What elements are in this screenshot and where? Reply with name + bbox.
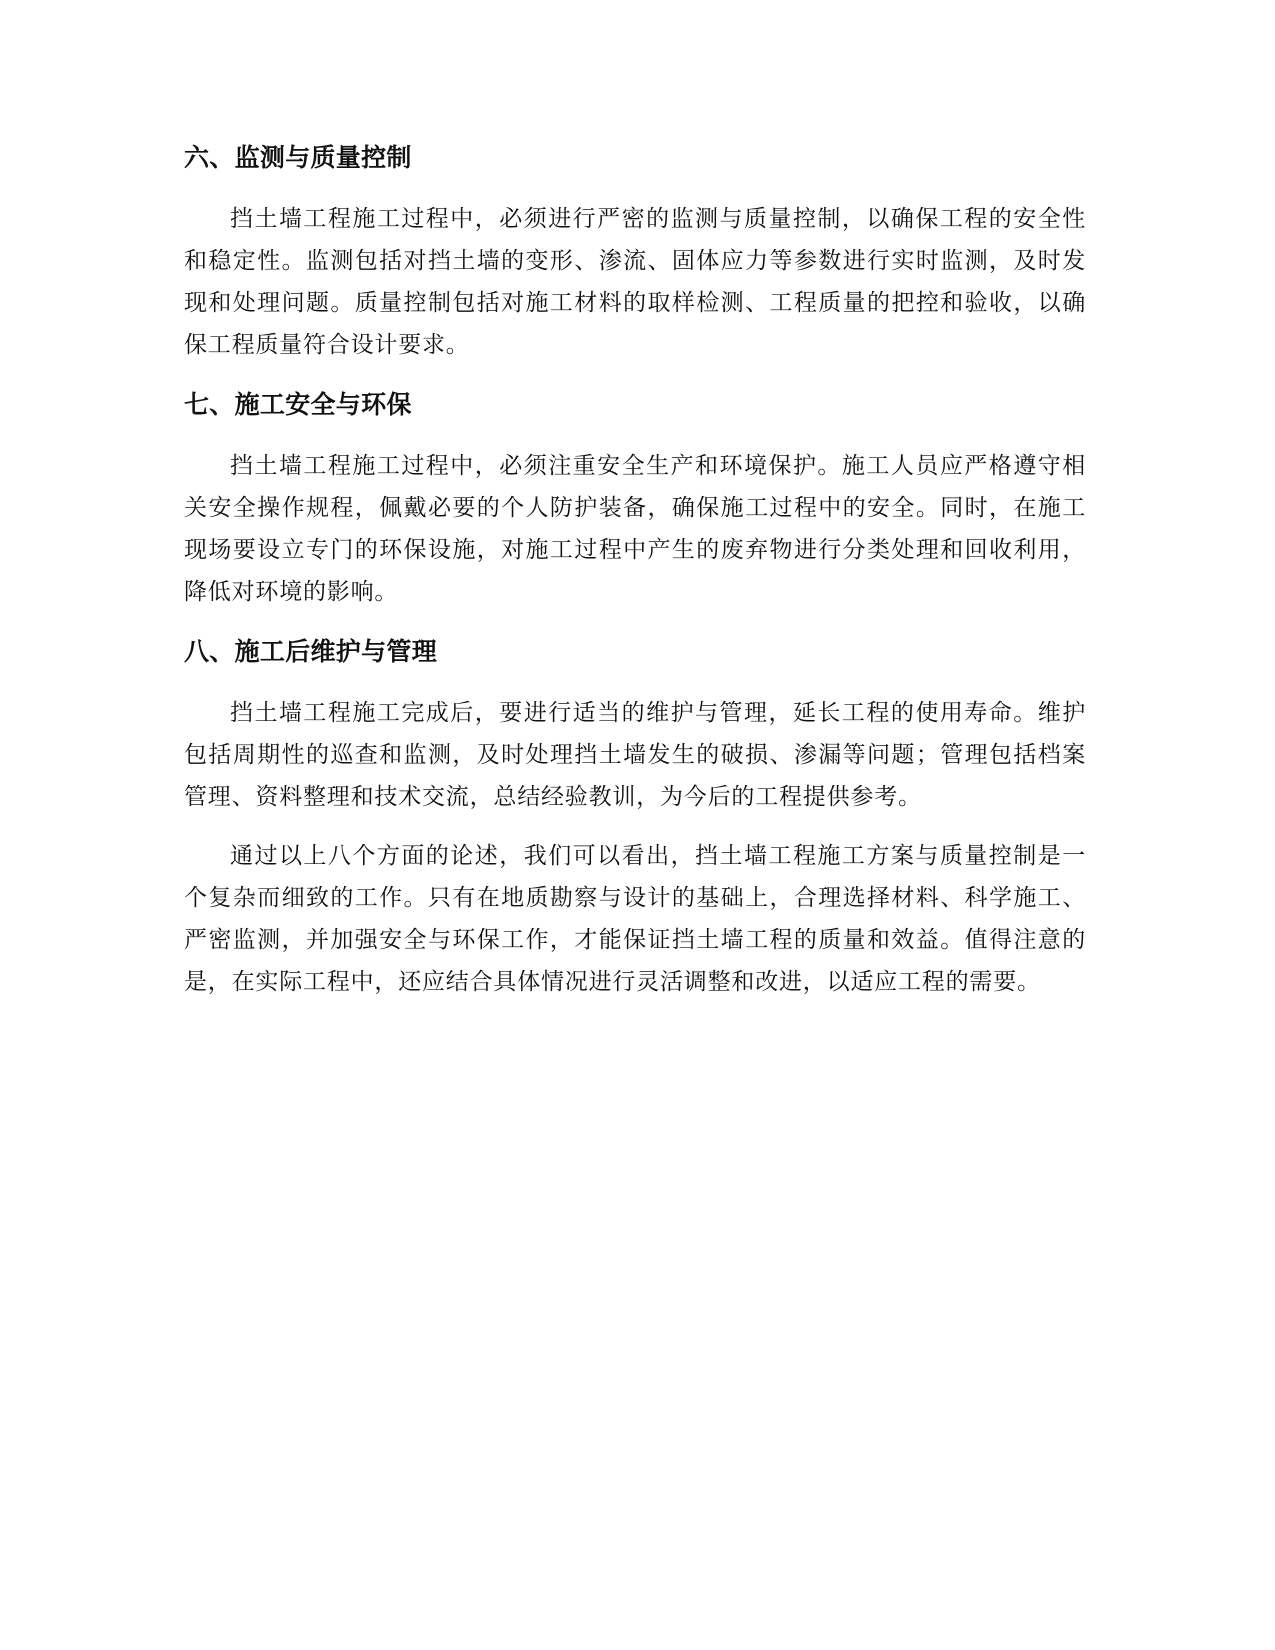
section-heading-maintenance: 八、施工后维护与管理	[184, 637, 438, 666]
document-page	[184, 138, 1086, 1003]
section-heading-monitoring: 六、监测与质量控制	[184, 143, 412, 172]
section-paragraph-maintenance: 挡土墙工程施工完成后，要进行适当的维护与管理，延长工程的使用寿命。维护包括周期性的巡查和监测，及时处理挡土墙发生的破损、渗漏等问题；管理包括档案管理、资料整理和技术交流，总结经验教训，为今后的工程提供参考。	[184, 700, 1086, 810]
section-paragraph-monitoring: 挡土墙工程施工过程中，必须进行严密的监测与质量控制，以确保工程的安全性和稳定性。监测包括对挡土墙的变形、渗流、固体应力等参数进行实时监测，及时发现和处理问题。质量控制包括对施工材料的取样检测、工程质量的把控和验收，以确保工程质量符合设计要求。	[184, 206, 1086, 358]
conclusion-paragraph: 通过以上八个方面的论述，我们可以看出，挡土墙工程施工方案与质量控制是一个复杂而细致的工作。只有在地质勘察与设计的基础上，合理选择材料、科学施工、严密监测，并加强安全与环保工作，才能保证挡土墙工程的质量和效益。值得注意的是，在实际工程中，还应结合具体情况进行灵活调整和改进，以适应工程的需要。	[184, 843, 1086, 995]
section-paragraph-safety: 挡土墙工程施工过程中，必须注重安全生产和环境保护。施工人员应严格遵守相关安全操作规程，佩戴必要的个人防护装备，确保施工过程中的安全。同时，在施工现场要设立专门的环保设施，对施工过程中产生的废弃物进行分类处理和回收利用，降低对环境的影响。	[184, 453, 1086, 605]
section-heading-safety: 七、施工安全与环保	[184, 390, 412, 419]
